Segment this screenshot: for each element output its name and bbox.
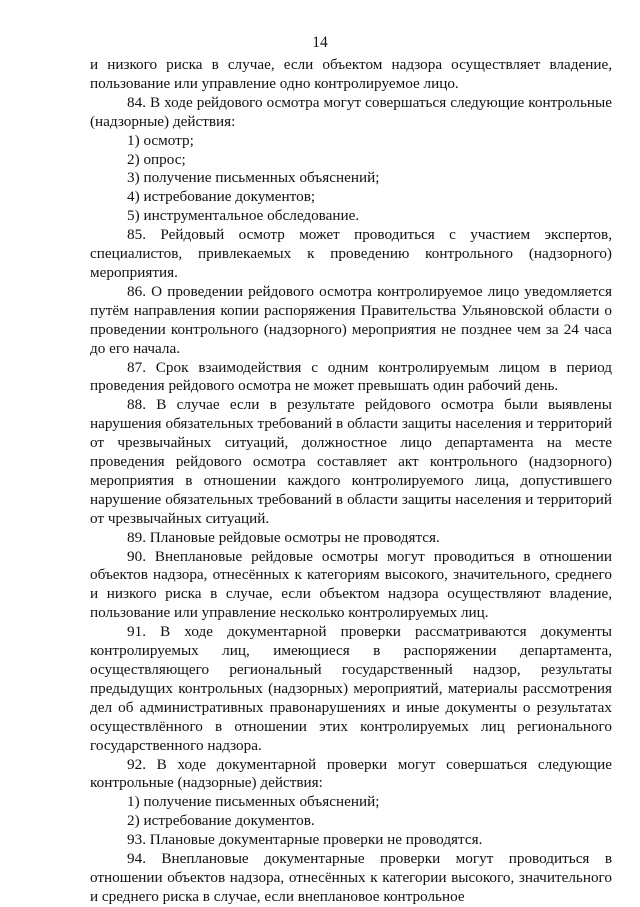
document-body: [90, 56, 612, 907]
paragraph: 91. В ходе документарной проверки рассматриваются документы контролируемых лиц, имеющиеся в распоряжении департамента, осуществляющего региональный государственный надзор, результаты предыдущих контрольных (надзорных) мероприятий, материалы рассмотрения дел об административных правонарушениях и иные документы о результатах осуществлённого в отношении этих контролируемых лиц регионального государственного надзора.: [90, 623, 612, 754]
paragraph: 84. В ходе рейдового осмотра могут совершаться следующие контрольные (надзорные) действия:: [90, 93, 612, 130]
paragraph: 90. Внеплановые рейдовые осмотры могут проводиться в отношении объектов надзора, отнесённых к категориям высокого, значительного, среднего и низкого риска в случае, если объектом надзора осуществляют владение, пользование или управление несколько контролируемых лиц.: [90, 547, 612, 622]
page-number: 14: [312, 34, 328, 51]
list-item: 1) осмотр;: [127, 131, 194, 149]
paragraph: 93. Плановые документарные проверки не проводятся.: [127, 831, 483, 849]
list-item: 2) истребование документов.: [127, 812, 315, 830]
list-item: 3) получение письменных объяснений;: [127, 169, 380, 187]
paragraph: 85. Рейдовый осмотр может проводиться с участием экспертов, специалистов, привлекаемых к проведению контрольного (надзорного) мероприятия.: [90, 226, 612, 281]
paragraph: 87. Срок взаимодействия с одним контролируемым лицом в период проведения рейдового осмотра не может превышать один рабочий день.: [90, 358, 612, 395]
list-item: 5) инструментальное обследование.: [127, 207, 360, 225]
list-item: 1) получение письменных объяснений;: [127, 793, 380, 811]
paragraph: 89. Плановые рейдовые осмотры не проводятся.: [127, 528, 440, 546]
paragraph: 94. Внеплановые документарные проверки могут проводиться в отношении объектов надзора, отнесённых к категории высокого, значительного и среднего риска в случае, если внеплановое контрольное: [90, 850, 612, 905]
paragraph: 86. О проведении рейдового осмотра контролируемое лицо уведомляется путём направления копии распоряжения Правительства Ульяновской области о проведении контрольного (надзорного) мероприятия не позднее чем за 24 часа до его начала.: [90, 282, 612, 357]
list-item: 2) опрос;: [127, 150, 186, 168]
list-item: 4) истребование документов;: [127, 188, 316, 206]
paragraph: 88. В случае если в результате рейдового осмотра были выявлены нарушения обязательных требований в области защиты населения и территорий от чрезвычайных ситуаций, должностное лицо департамента на месте проведения рейдового осмотра составляет акт контрольного (надзорного) мероприятия в отношении каждого контролируемого лица, допустившего нарушение обязательных требований в области защиты населения и территорий от чрезвычайных ситуаций.: [90, 396, 612, 527]
paragraph: 92. В ходе документарной проверки могут совершаться следующие контрольные (надзорные) действия:: [90, 755, 612, 792]
paragraph: и низкого риска в случае, если объектом надзора осуществляет владение, пользование или управление одно контролируемое лицо.: [90, 56, 612, 92]
